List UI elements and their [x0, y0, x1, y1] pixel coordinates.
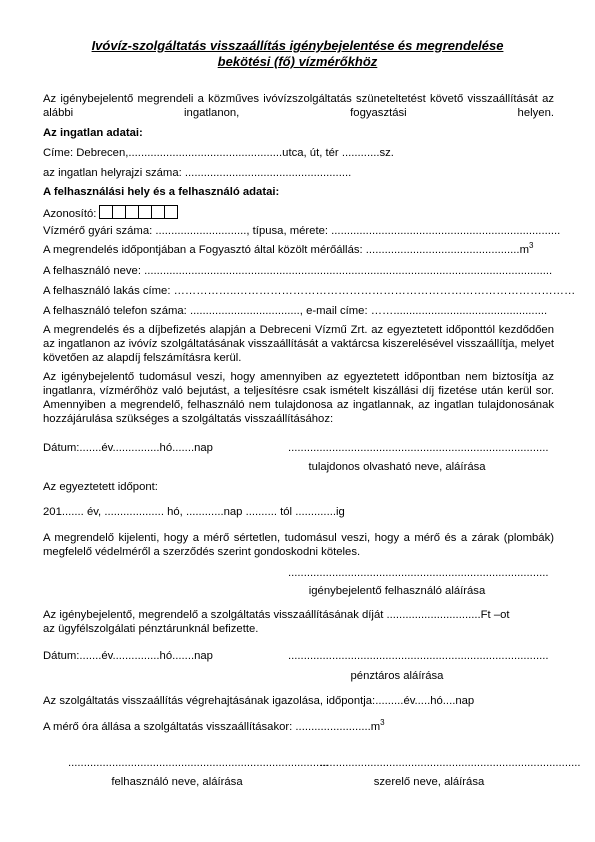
- final-meter-reading-text: A mérő óra állása a szolgáltatás visszaállításakor: ........................m: [43, 721, 381, 733]
- access-paragraph: Az igénybejelentő tudomásul veszi, hogy amennyiben az egyeztetett időpontban nem biztosítja az ingatlanra, vízmérőhöz való bejutást, a teljesítésre csak ismételt kiszállási díj fizetése után kerül sor. Amennyiben a megrendelő, felhasználó nem tulajdonosa az ingatlannak, az ingatlan tulajdonosának hozzájárulása szükséges a szolgáltatás visszaállításához:: [43, 371, 554, 425]
- owner-signature-line[interactable]: ...................................................................................: [288, 442, 549, 454]
- consumer-id-box[interactable]: [138, 205, 152, 219]
- consumer-id-boxes[interactable]: [99, 205, 177, 219]
- meter-reading-field[interactable]: [43, 243, 533, 257]
- meter-serial-field[interactable]: Vízmérő gyári száma: ............................., típusa, mérete: .........................................................................: [43, 225, 561, 237]
- order-paragraph: A megrendelés és a díjbefizetés alapján a Debreceni Vízmű Zrt. az egyeztetett időponttól kezdődően az ingatlanon az ivóvíz szolgáltatásának visszaállítását a vaktárcsa kiszerelésével visszaállítja, melyet követően az alapdíj felszámításra kerül.: [43, 324, 554, 364]
- payment-line2: az ügyfélszolgálati pénztárunknál befizette.: [43, 623, 259, 635]
- appointment-heading: Az egyeztetett időpont:: [43, 481, 158, 493]
- meter-integrity-paragraph: A megrendelő kijelenti, hogy a mérő sértetlen, tudomásul veszi, hogy a mérő és a zárak (plombák) megfelelő védelméről a szerződés szerint gondoskodni köteles.: [43, 532, 554, 558]
- requester-signature-line[interactable]: ...................................................................................: [288, 567, 549, 579]
- form-title-line2: bekötési (fő) vízmérőkhöz: [217, 54, 378, 69]
- property-parcel-field[interactable]: az ingatlan helyrajzi száma: .....................................................: [43, 167, 352, 179]
- consumer-id-box[interactable]: [112, 205, 126, 219]
- requester-signature-caption: igénybejelentő felhasználó aláírása: [308, 585, 486, 597]
- owner-signature-caption: tulajdonos olvasható neve, aláírása: [308, 461, 486, 473]
- consumer-signature-line[interactable]: ...................................................................................: [68, 757, 329, 769]
- consumer-id-box[interactable]: [164, 205, 178, 219]
- payment-field[interactable]: Az igénybejelentő, megrendelő a szolgáltatás visszaállításának díját ..............................Ft –ot: [43, 609, 510, 621]
- intro-paragraph: Az igénybejelentő megrendeli a közműves ivóvízszolgáltatás szüneteltetést követő visszaállítását az alábbi ingatlanon, fogyasztási helyen.: [43, 93, 554, 119]
- consumer-heading: A felhasználási hely és a felhasználó adatai:: [43, 186, 280, 198]
- form-title-line1: Ivóvíz-szolgáltatás visszaállítás igénybejelentése és megrendelése: [91, 38, 504, 53]
- property-heading: Az ingatlan adatai:: [43, 127, 143, 139]
- consumer-id-box[interactable]: [99, 205, 113, 219]
- consumer-id-box[interactable]: [151, 205, 165, 219]
- cashier-date-field[interactable]: Dátum:.......év...............hó.......nap: [43, 650, 213, 662]
- cashier-signature-caption: pénztáros aláírása: [350, 670, 444, 682]
- owner-date-field[interactable]: Dátum:.......év...............hó.......nap: [43, 442, 213, 454]
- property-address-field[interactable]: Címe: Debrecen,.................................................utca, út, tér ............sz.: [43, 147, 394, 159]
- consumer-id-label: Azonosító:: [43, 208, 97, 220]
- consumer-id-box[interactable]: [125, 205, 139, 219]
- final-meter-reading-field[interactable]: [43, 720, 385, 734]
- fitter-signature-line[interactable]: ...................................................................................: [320, 757, 581, 769]
- appointment-field[interactable]: 201....... év, ................... hó, ............nap .......... tól .............ig: [43, 506, 345, 518]
- consumer-signature-caption: felhasználó neve, aláírása: [111, 776, 243, 788]
- restoration-confirmation-field[interactable]: Az szolgáltatás visszaállítás végrehajtásának igazolása, időpontja:.........év.....hó....nap: [43, 695, 475, 707]
- consumer-name-field[interactable]: A felhasználó neve: ..................................................................................................................................: [43, 265, 553, 277]
- meter-reading-unit: 3: [528, 241, 534, 250]
- cashier-signature-line[interactable]: ...................................................................................: [288, 650, 549, 662]
- consumer-address-field[interactable]: A felhasználó lakás címe: ……………..………………………………………………………………………………: [43, 285, 576, 297]
- consumer-id-row: [43, 205, 177, 221]
- consumer-phone-email-field[interactable]: A felhasználó telefon száma: ..................................., e-mail címe: …….................................................: [43, 305, 548, 317]
- final-meter-reading-unit: 3: [380, 718, 385, 727]
- meter-reading-text: A megrendelés időpontjában a Fogyasztó által közölt mérőállás: .................................................m: [43, 244, 529, 256]
- fitter-signature-caption: szerelő neve, aláírása: [373, 776, 485, 788]
